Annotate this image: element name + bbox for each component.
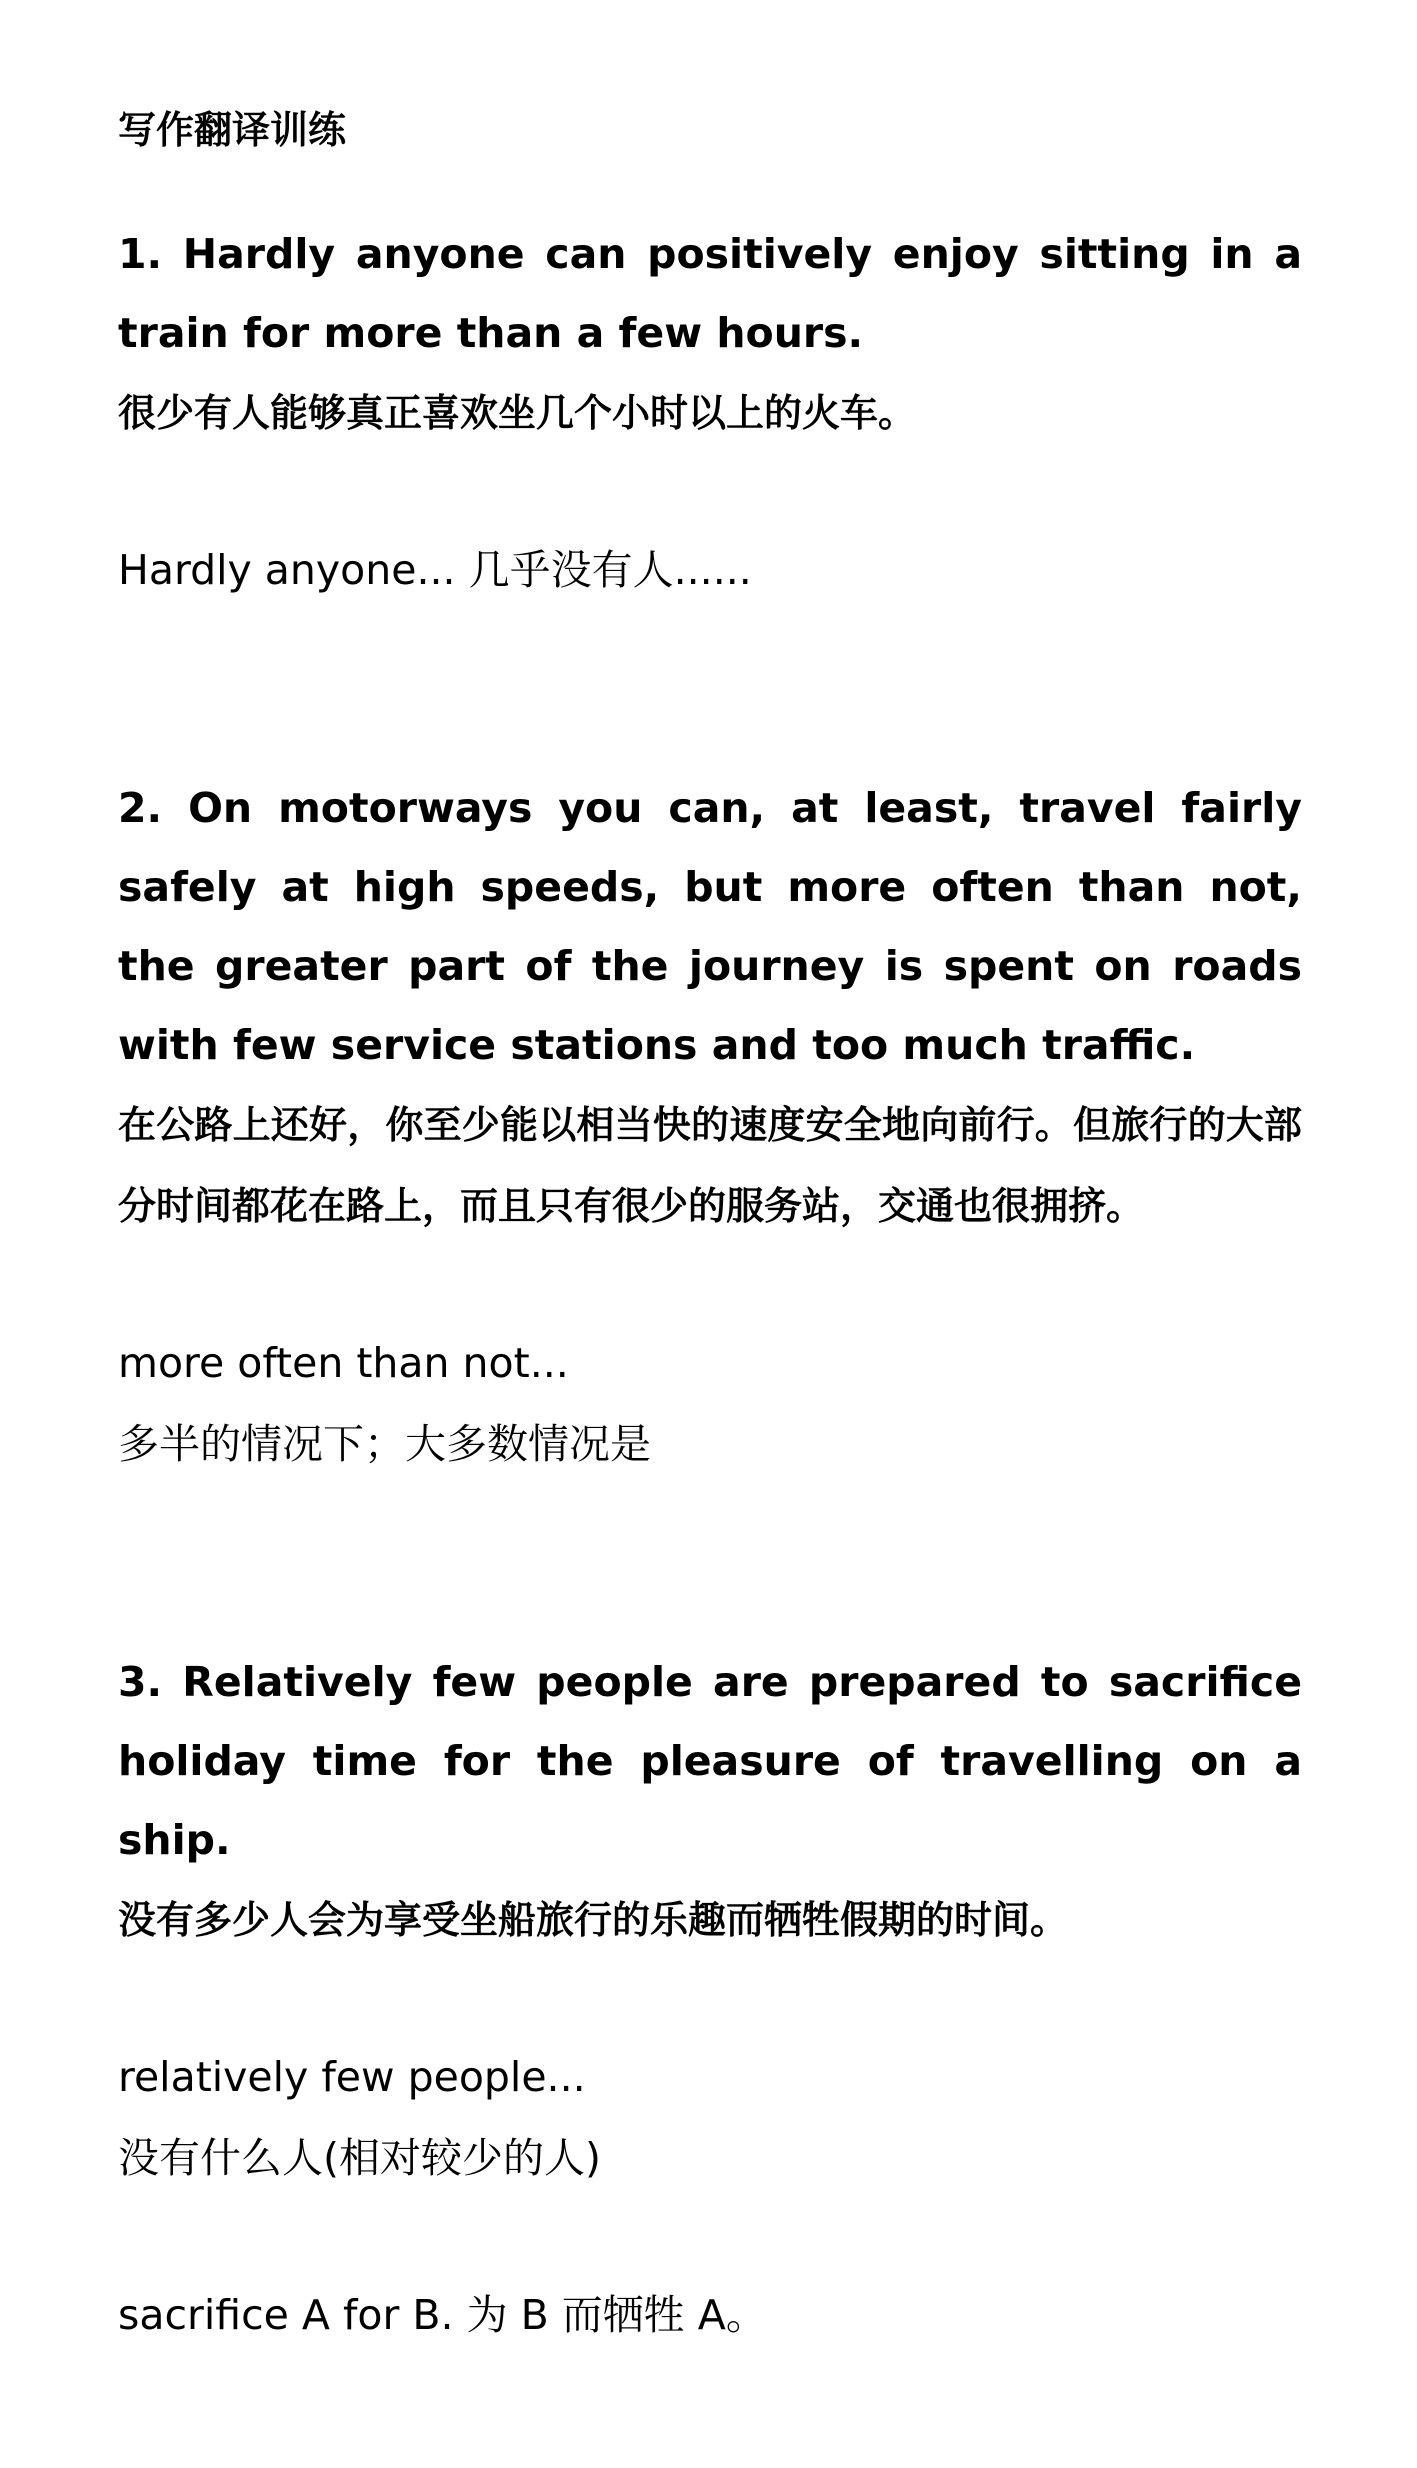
- english-sentence: 2. On motorways you can, at least, travel fairly safely at high speeds, but more often than not, the greater part of the journey is spent on roads with few service stations and too much traffic.: [118, 784, 1302, 1069]
- vocab-note-usage: sacrifice A for B. 为 B 而牺牲 A。: [118, 2291, 767, 2339]
- translation-item-3: [118, 1643, 1302, 2356]
- chinese-translation: 没有多少人会为享受坐船旅行的乐趣而牺牲假期的时间。: [118, 1898, 1069, 1942]
- translation-item-2: [118, 769, 1302, 1485]
- vocab-note: Hardly anyone... 几乎没有人......: [118, 546, 752, 594]
- vocab-note: relatively few people...: [118, 2053, 586, 2101]
- chinese-translation: 在公路上还好，你至少能以相当快的速度安全地向前行。但旅行的大部分时间都花在路上，而且只有很少的服务站，交通也很拥挤。: [118, 1103, 1302, 1228]
- page-title: 写作翻译训练: [118, 108, 347, 152]
- english-sentence: 3. Relatively few people are prepared to sacrifice holiday time for the pleasure of travelling on a ship.: [118, 1658, 1302, 1864]
- chinese-translation: 很少有人能够真正喜欢坐几个小时以上的火车。: [118, 391, 917, 435]
- vocab-note-meaning: 多半的情况下；大多数情况是: [118, 1420, 651, 1468]
- translation-item-1: [118, 215, 1302, 611]
- vocab-note-meaning: 没有什么人(相对较少的人): [118, 2134, 601, 2182]
- english-sentence: 1. Hardly anyone can positively enjoy sitting in a train for more than a few hours.: [118, 230, 1302, 357]
- vocab-note: more often than not...: [118, 1339, 569, 1387]
